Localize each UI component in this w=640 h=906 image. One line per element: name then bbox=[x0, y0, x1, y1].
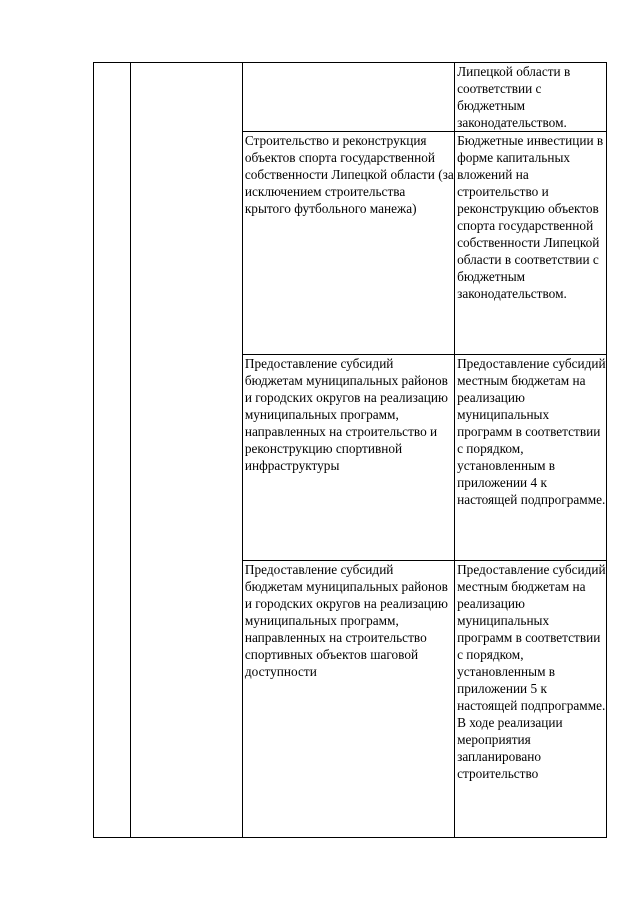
activity-text: Предоставление субсидий бюджетам муниципальных районов и городских округов на реализацию муниципальных программ, направленных на строительство и реконструкцию спортивной инфраструктуры bbox=[244, 355, 448, 473]
table-row bbox=[94, 63, 607, 132]
activity-text: Предоставление субсидий бюджетам муниципальных районов и городских округов на реализацию муниципальных программ, направленных на строительство спортивных объектов шаговой доступности bbox=[244, 562, 448, 680]
activity-text: Строительство и реконструкция объектов спорта государственной собственности Липецкой области (за исключением строительства крытого футбольного манежа) bbox=[244, 133, 454, 217]
activity-cell bbox=[242, 561, 454, 838]
document-table bbox=[93, 62, 607, 838]
mechanism-cell bbox=[455, 132, 607, 355]
mechanism-cell bbox=[455, 354, 607, 561]
mechanism-text: Предоставление субсидий местным бюджетам на реализацию муниципальных программ в соответствии с порядком, установленным в приложении 4 к настоящей подпрограмме. bbox=[457, 355, 606, 507]
number-cell bbox=[94, 63, 131, 838]
mechanism-text: Липецкой области в соответствии с бюджетным законодательством. bbox=[457, 64, 571, 130]
goal-cell bbox=[131, 63, 243, 838]
mechanism-text: Бюджетные инвестиции в форме капитальных вложений на строительство и реконструкцию объектов спорта государственной собственности Липецкой области в соответствии с бюджетным законодательством. bbox=[457, 133, 604, 302]
activity-cell bbox=[242, 354, 454, 561]
mechanism-cell bbox=[455, 561, 607, 838]
activity-cell bbox=[242, 63, 454, 132]
activity-cell bbox=[242, 132, 454, 355]
mechanism-cell bbox=[455, 63, 607, 132]
mechanism-text: Предоставление субсидий местным бюджетам на реализацию муниципальных программ в соответствии с порядком, установленным в приложении 5 к настоящей подпрограмме. В ходе реализации мероприятия запланировано строительство bbox=[457, 562, 606, 782]
